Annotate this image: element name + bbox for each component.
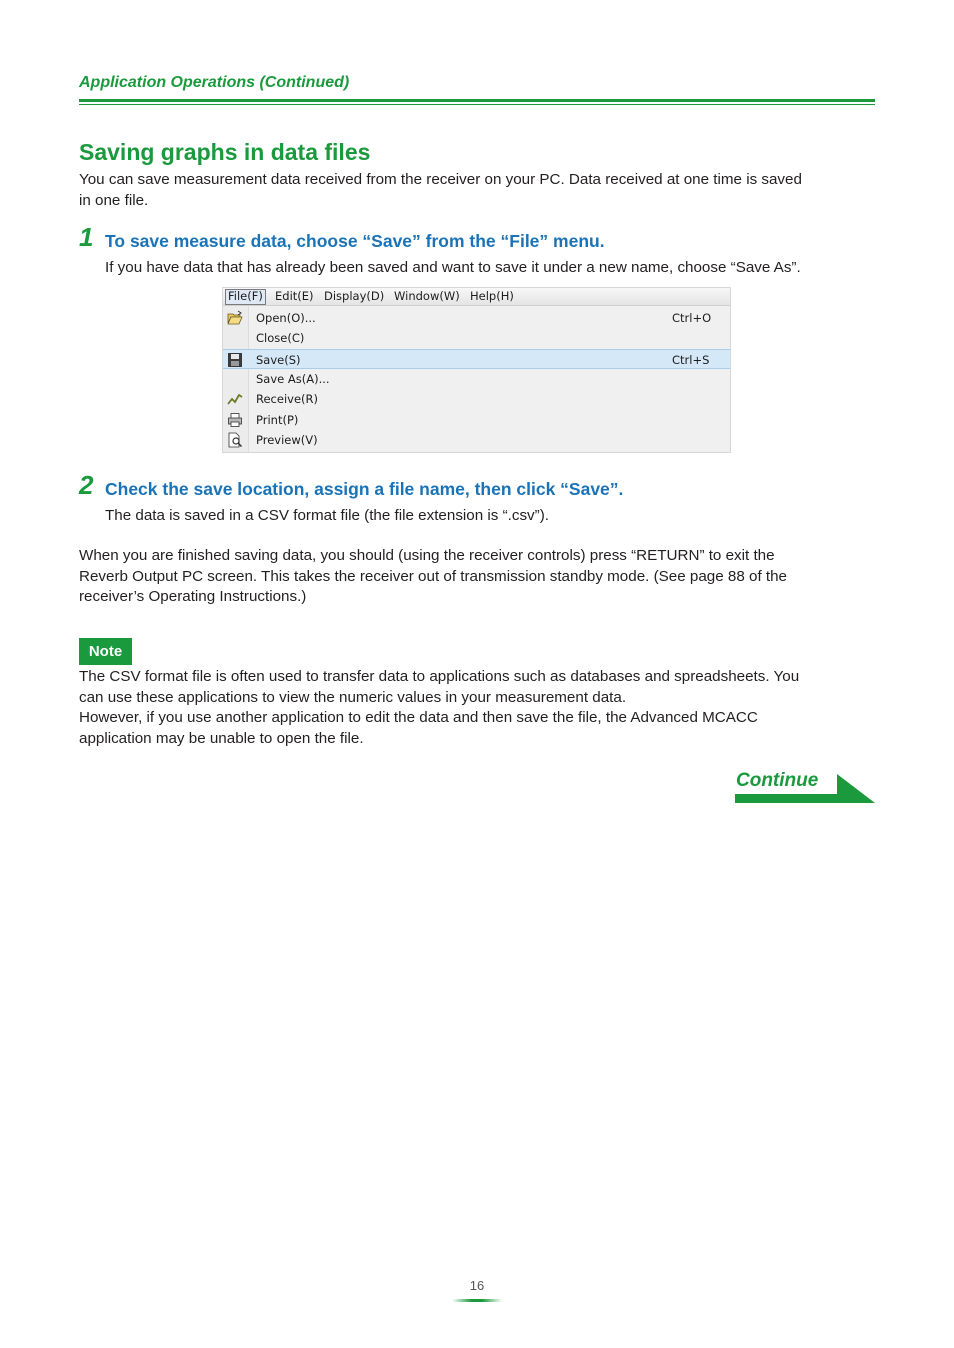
menu-window[interactable]: Window(W) [394,289,460,303]
note-line: However, if you use another application to edit the data and then save the file, the Advanced MCACC [79,709,758,726]
print-preview-icon [227,432,243,448]
intro-line: You can save measurement data received from the receiver on your PC. Data received at one time is saved [79,171,802,188]
step-title: Check the save location, assign a file name, then click “Save”. [105,479,624,499]
menu-help[interactable]: Help(H) [470,289,514,303]
page-number: 16 [469,1278,485,1293]
note-line: The CSV format file is often used to transfer data to applications such as databases and spreadsheets. You [79,668,800,685]
menu-display[interactable]: Display(D) [324,289,385,303]
menu-item-label: Print(P) [256,413,299,427]
note-text [79,667,879,749]
menu-item-save[interactable] [223,349,730,369]
paragraph-line: When you are finished saving data, you should (using the receiver controls) press “RETURN” to exit the [79,547,775,564]
menu-bar [223,288,730,306]
step-body: If you have data that has already been saved and want to save it under a new name, choose “Save As”. [105,259,801,276]
open-folder-icon [227,310,243,326]
page-number-underline [452,1299,502,1302]
note-line: application may be unable to open the file. [79,729,364,747]
return-instructions [79,546,879,608]
continue-arrow-icon [837,774,875,804]
menu-item-label: Open(O)... [256,311,316,325]
printer-icon [227,412,243,428]
menu-item-shortcut: Ctrl+O [672,311,712,325]
step-title: To save measure data, choose “Save” from the “File” menu. [105,231,605,251]
menu-edit[interactable]: Edit(E) [275,289,314,303]
running-header: Application Operations (Continued) [79,74,350,91]
receive-graph-icon [227,391,243,407]
paragraph-line: Reverb Output PC screen. This takes the receiver out of transmission standby mode. (See page 88 of the [79,567,787,585]
header-rule [79,99,875,102]
menu-item-label: Receive(R) [256,392,318,406]
menu-item-save-as[interactable] [223,369,730,389]
menu-item-shortcut: Ctrl+S [672,353,710,367]
menu-item-open[interactable] [223,308,730,328]
menu-item-label: Close(C) [256,331,305,345]
note-badge: Note [79,638,132,665]
menu-file[interactable]: File(F) [225,289,266,305]
menu-item-label: Save(S) [256,353,301,367]
menu-item-print[interactable] [223,410,730,430]
step-number: 2 [79,470,94,500]
paragraph-line: receiver’s Operating Instructions.) [79,588,307,605]
menu-item-preview[interactable] [223,430,730,450]
floppy-disk-icon [227,352,243,368]
header-rule-thin [79,104,875,105]
step-number: 1 [79,222,94,252]
section-title: Saving graphs in data files [79,139,371,165]
continue-label: Continue [736,770,819,791]
step-body: The data is saved in a CSV format file (the file extension is “.csv”). [105,507,549,524]
continue-bar [735,794,837,803]
menu-item-receive[interactable] [223,389,730,409]
menu-item-label: Save As(A)... [256,372,330,386]
note-line: can use these applications to view the numeric values in your measurement data. [79,688,627,706]
section-intro [79,170,879,211]
menu-item-close[interactable] [223,328,730,348]
file-menu-screenshot [222,287,731,453]
continue-link[interactable] [735,770,875,804]
intro-line: in one file. [79,191,149,209]
menu-item-label: Preview(V) [256,433,318,447]
